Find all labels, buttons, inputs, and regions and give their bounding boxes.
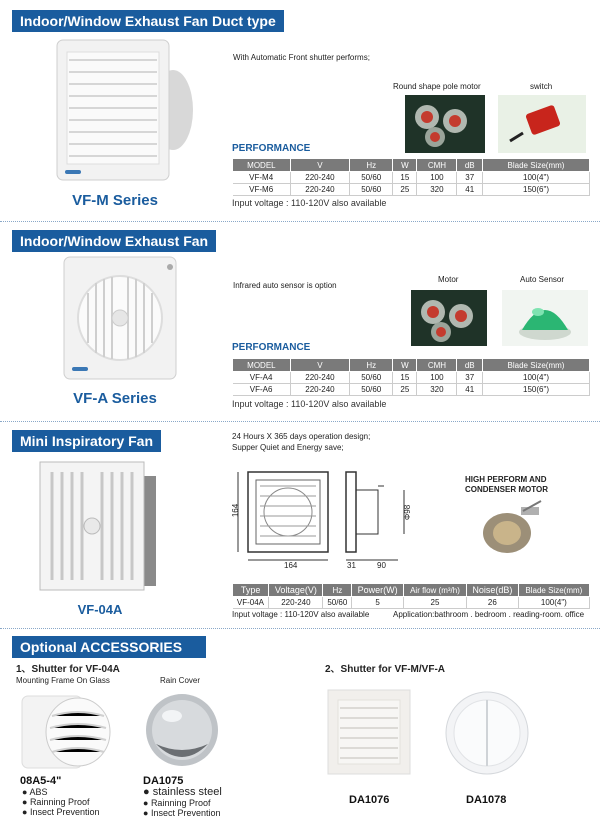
table-cell: 320	[417, 184, 457, 196]
col-hz: Hz	[350, 159, 393, 172]
rain-cover-caption: Rain Cover	[160, 676, 201, 685]
table-cell: 50/60	[350, 184, 393, 196]
col-noise: Noise(dB)	[466, 584, 518, 597]
col-blade: Blade Size(mm)	[518, 584, 589, 597]
table-cell: 26	[466, 597, 518, 609]
section-divider	[0, 421, 600, 422]
table-cell: 220-240	[290, 184, 349, 196]
performance-label: PERFORMANCE	[232, 342, 311, 353]
intro-text: Infrared auto sensor is option	[233, 281, 337, 290]
dimension-depth-1: 31	[347, 561, 356, 570]
mounting-frame-caption: Mounting Frame On Glass	[16, 676, 110, 685]
accessory-feature: ● Insect Prevention	[22, 807, 100, 817]
voltage-note: Input voltage : 110-120V also available	[232, 198, 387, 208]
table-cell: 150(6")	[483, 384, 590, 396]
feature-text: Insect Prevention	[150, 808, 221, 818]
section-title-duct-type: Indoor/Window Exhaust Fan Duct type	[12, 10, 284, 32]
table-cell: 100(4")	[518, 597, 589, 609]
col-model: MODEL	[233, 159, 291, 172]
col-blade: Blade Size(mm)	[483, 159, 590, 172]
dimension-width: 164	[284, 561, 298, 570]
table-cell: 100	[417, 172, 457, 184]
series-name-vf-a: VF-A Series	[73, 390, 157, 407]
table-header-row	[233, 584, 590, 597]
dimension-depth-2: 90	[377, 561, 386, 570]
accessory-feature: ● ABS	[22, 787, 48, 797]
table-cell: 320	[417, 384, 457, 396]
col-w: W	[393, 359, 417, 372]
fan-image-vf-m	[55, 38, 195, 188]
col-power: Power(W)	[352, 584, 404, 597]
table-cell: 220-240	[290, 372, 349, 384]
intro-text: With Automatic Front shutter performs;	[233, 53, 370, 62]
fan-image-vf-04a	[38, 460, 160, 600]
table-cell: 100(4")	[483, 172, 590, 184]
table-cell: 25	[393, 384, 417, 396]
auto-sensor-photo	[502, 290, 588, 346]
performance-table-vf-a	[232, 358, 590, 396]
intro-text-2: Supper Quiet and Energy save;	[232, 443, 344, 452]
application-note: Application:bathroom . bedroom . reading-room. office	[393, 610, 585, 619]
table-cell: 15	[393, 172, 417, 184]
col-model: MODEL	[233, 359, 291, 372]
col-voltage: Voltage(V)	[269, 584, 323, 597]
table-cell: VF-04A	[233, 597, 269, 609]
table-cell: 15	[393, 372, 417, 384]
table-cell: 41	[457, 184, 483, 196]
shutter-da1076-image	[326, 688, 412, 776]
section-title-accessories: Optional ACCESSORIES	[12, 636, 206, 658]
dimension-diameter: Φ98	[403, 504, 413, 521]
dimension-height: 164	[231, 503, 241, 518]
shutter-1-title: 1、Shutter for VF-04A	[16, 664, 120, 675]
col-airflow: Air flow (m³/h)	[403, 584, 466, 597]
table-cell: 50/60	[350, 384, 393, 396]
accessory-feature: ● stainless steel	[143, 786, 222, 798]
switch-photo	[498, 95, 586, 153]
section-divider	[0, 628, 600, 629]
sensor-caption: Auto Sensor	[520, 275, 565, 284]
table-row	[233, 172, 590, 184]
table-row	[233, 384, 590, 396]
table-cell: 25	[403, 597, 466, 609]
motor-caption: Motor	[438, 275, 459, 284]
table-cell: 50/60	[350, 372, 393, 384]
col-w: W	[393, 159, 417, 172]
table-cell: VF-M4	[233, 172, 291, 184]
col-type: Type	[233, 584, 269, 597]
col-db: dB	[457, 359, 483, 372]
table-cell: 41	[457, 384, 483, 396]
motor-caption-2: CONDENSER MOTOR	[465, 485, 548, 494]
fan-image-vf-a	[62, 255, 180, 383]
intro-text-1: 24 Hours X 365 days operation design;	[232, 432, 371, 441]
table-cell: 220-240	[290, 172, 349, 184]
accessory-code-da1076: DA1076	[349, 794, 390, 806]
table-cell: 25	[393, 184, 417, 196]
table-header-row	[233, 159, 590, 172]
col-hz: Hz	[350, 359, 393, 372]
col-cmh: CMH	[417, 359, 457, 372]
table-cell: VF-A6	[233, 384, 291, 396]
voltage-note: Input voltage : 110-120V also available	[232, 610, 370, 619]
section-divider	[0, 221, 600, 222]
condenser-motor-image	[475, 497, 545, 562]
feature-text: stainless steel	[152, 786, 222, 798]
table-cell: VF-A4	[233, 372, 291, 384]
table-cell: 37	[457, 372, 483, 384]
feature-text: ABS	[29, 787, 48, 797]
shutter-08a5-image	[18, 690, 113, 775]
accessory-code-da1078: DA1078	[466, 794, 507, 806]
accessory-feature: ● Rainning Proof	[22, 797, 90, 807]
col-blade: Blade Size(mm)	[483, 359, 590, 372]
accessory-code-08a5: 08A5-4"	[20, 775, 62, 787]
shutter-da1078-image	[440, 690, 534, 776]
accessory-feature: ● Rainning Proof	[143, 798, 211, 808]
motor-caption-1: HIGH PERFORM AND	[465, 475, 547, 484]
section-title-exhaust-fan: Indoor/Window Exhaust Fan	[12, 230, 216, 252]
accessory-feature: ● Insect Prevention	[143, 808, 221, 818]
motor-caption: Round shape pole motor	[393, 82, 481, 91]
table-cell: 50/60	[350, 172, 393, 184]
shutter-2-title: 2、Shutter for VF-M/VF-A	[325, 664, 445, 675]
table-cell: 50/60	[323, 597, 352, 609]
switch-caption: switch	[530, 82, 553, 91]
table-cell: 5	[352, 597, 404, 609]
series-name-vf-m: VF-M Series	[72, 192, 158, 209]
feature-text: Rainning Proof	[29, 797, 90, 807]
performance-table-vf-m	[232, 158, 590, 196]
section-title-mini-inspiratory: Mini Inspiratory Fan	[12, 430, 161, 452]
table-row	[233, 597, 590, 609]
model-name-vf-04a: VF-04A	[77, 602, 123, 617]
table-row	[233, 184, 590, 196]
table-cell: 100(4")	[483, 372, 590, 384]
col-v: V	[290, 359, 349, 372]
col-hz: Hz	[323, 584, 352, 597]
col-v: V	[290, 159, 349, 172]
table-header-row	[233, 359, 590, 372]
accessory-code-da1075: DA1075	[143, 775, 184, 787]
table-cell: 100	[417, 372, 457, 384]
table-row	[233, 372, 590, 384]
table-cell: VF-M6	[233, 184, 291, 196]
motor-photo	[405, 95, 485, 153]
motor-photo	[411, 290, 487, 346]
table-cell: 220-240	[290, 384, 349, 396]
col-db: dB	[457, 159, 483, 172]
performance-label: PERFORMANCE	[232, 143, 311, 154]
voltage-note: Input voltage : 110-120V also available	[232, 399, 387, 409]
feature-text: Rainning Proof	[150, 798, 211, 808]
table-cell: 220-240	[269, 597, 323, 609]
spec-table-vf-04a	[232, 583, 590, 609]
col-cmh: CMH	[417, 159, 457, 172]
rain-cover-da1075-image	[142, 686, 222, 774]
feature-text: Insect Prevention	[29, 807, 100, 817]
table-cell: 150(6")	[483, 184, 590, 196]
table-cell: 37	[457, 172, 483, 184]
